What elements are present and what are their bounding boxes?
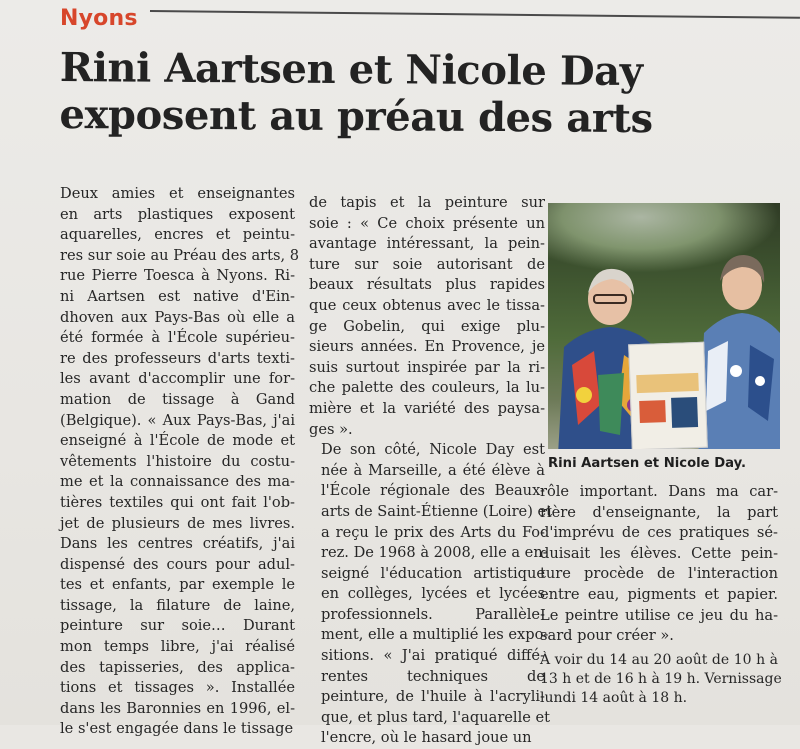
text-line: tes et enfants, par exemple le <box>60 576 295 594</box>
text-line: ge Gobelin, qui exige plu- <box>309 317 545 335</box>
headline-line-1: Rini Aartsen et Nicole Day <box>59 44 643 96</box>
text-line: tissage, la filature de laine, <box>60 596 295 614</box>
text-line: ture procède de l'interaction <box>540 565 778 583</box>
text-line: ni Aartsen est native d'Ein- <box>60 287 295 305</box>
poster-image-left <box>639 400 666 423</box>
text-line: mon temps libre, j'ai réalisé <box>60 638 295 656</box>
paragraph <box>309 193 545 440</box>
text-line: née à Marseille, a été élève à <box>321 461 545 479</box>
text-line: duisait les élèves. Cette pein- <box>540 544 778 562</box>
text-line: arts de Saint-Étienne (Loire) et <box>321 502 553 520</box>
text-line: beaux résultats plus rapides <box>309 276 545 294</box>
text-line: suis surtout inspirée par la ri- <box>309 358 545 376</box>
headline-line-2: exposent au préau des arts <box>59 90 653 143</box>
text-line: rentes techniques de <box>321 667 545 685</box>
text-line: ture sur soie autorisant de <box>309 255 545 273</box>
text-line: les avant d'accomplir une for- <box>60 370 295 388</box>
article-column-3 <box>540 482 782 708</box>
text-line: sitions. « J'ai pratiqué diffé- <box>321 647 545 665</box>
text-line: l'encre, où le hasard joue un <box>321 729 532 747</box>
text-line: dhoven aux Pays-Bas où elle a <box>60 308 295 326</box>
article-column-2 <box>309 193 553 749</box>
paragraph <box>540 482 778 647</box>
article-photo <box>548 203 780 449</box>
text-line: sard pour créer ». <box>540 627 674 645</box>
text-line: a reçu le prix des Arts du Fo- <box>321 523 545 541</box>
poster-image-right <box>671 397 698 428</box>
text-line: des tapisseries, des applica- <box>60 658 295 676</box>
top-rule <box>150 10 800 19</box>
text-line: rez. De 1968 à 2008, elle a en- <box>321 544 548 562</box>
text-line: peinture sur soie… Durant <box>60 617 295 635</box>
text-line: me et la connaissance des ma- <box>60 473 295 491</box>
text-line: professionnels. Parallèle- <box>321 605 545 623</box>
text-line: jet de plusieurs de mes livres. <box>60 514 295 532</box>
text-line: l'École régionale des Beaux- <box>321 482 545 500</box>
text-line: ges ». <box>309 420 353 438</box>
paragraph <box>309 440 553 749</box>
poster-band <box>636 373 699 393</box>
text-line: mation de tissage à Gand <box>60 390 295 408</box>
text-line: De son côté, Nicole Day est <box>321 441 545 459</box>
text-line: rue Pierre Toesca à Nyons. Ri- <box>60 267 295 285</box>
text-line: d'imprévu de ces pratiques sé- <box>540 524 778 542</box>
photo-caption: Rini Aartsen et Nicole Day. <box>548 456 747 471</box>
text-line: soie : « Ce choix présente un <box>309 214 545 232</box>
text-line: entre eau, pigments et papier. <box>540 585 778 603</box>
text-line: res sur soie au Préau des arts, 8 <box>60 246 300 264</box>
text-line: que, et plus tard, l'aquarelle et <box>321 708 551 726</box>
article-headline <box>59 44 750 143</box>
text-line: dispensé des cours pour adul- <box>60 555 295 573</box>
text-line: avantage intéressant, la pein- <box>309 235 545 253</box>
text-line: rôle important. Dans ma car- <box>540 483 778 500</box>
text-line: en arts plastiques exposent <box>60 205 295 223</box>
text-line: (Belgique). « Aux Pays-Bas, j'ai <box>60 411 295 429</box>
info-line: À voir du 14 au 20 août de 10 h à <box>540 651 778 668</box>
text-line: dans les Baronnies en 1996, el- <box>60 699 295 717</box>
text-line: été formée à l'École supérieu- <box>60 329 295 347</box>
text-line: Deux amies et enseignantes <box>60 185 295 202</box>
text-line: rière d'enseignante, la part <box>540 503 778 521</box>
text-line: peinture, de l'huile à l'acryli- <box>321 688 545 706</box>
info-line: lundi 14 août à 18 h. <box>540 689 688 706</box>
text-line: en collèges, lycées et lycées <box>321 585 545 603</box>
photo-person-right <box>698 241 780 449</box>
text-line: aquarelles, encres et peintu- <box>60 226 295 244</box>
text-line: sieurs années. En Provence, je <box>309 338 545 356</box>
text-line: enseigné à l'École de mode et <box>60 432 295 450</box>
text-line: vêtements l'histoire du costu- <box>60 452 295 470</box>
text-line: le s'est engagée dans le tissage <box>60 720 294 738</box>
text-line: re des professeurs d'arts texti- <box>60 349 295 367</box>
info-line: 13 h et de 16 h à 19 h. Vernissage <box>540 670 782 687</box>
text-line: che palette des couleurs, la lu- <box>309 379 545 397</box>
text-line: tions et tissages ». Installée <box>60 679 295 697</box>
text-line: Dans les centres créatifs, j'ai <box>60 535 295 553</box>
exhibition-info <box>540 651 782 708</box>
paragraph <box>60 184 300 740</box>
exhibition-poster <box>628 342 708 449</box>
text-line: seigné l'éducation artistique <box>321 564 545 582</box>
text-line: Le peintre utilise ce jeu du ha- <box>540 606 778 624</box>
section-rubric: Nyons <box>60 6 138 31</box>
text-line: que ceux obtenus avec le tissa- <box>309 296 545 314</box>
text-line: mière et la variété des paysa- <box>309 399 545 417</box>
article-column-1 <box>60 184 300 740</box>
text-line: ment, elle a multiplié les expo- <box>321 626 549 644</box>
text-line: tières textiles qui ont fait l'ob- <box>60 493 295 511</box>
text-line: de tapis et la peinture sur <box>309 194 545 211</box>
